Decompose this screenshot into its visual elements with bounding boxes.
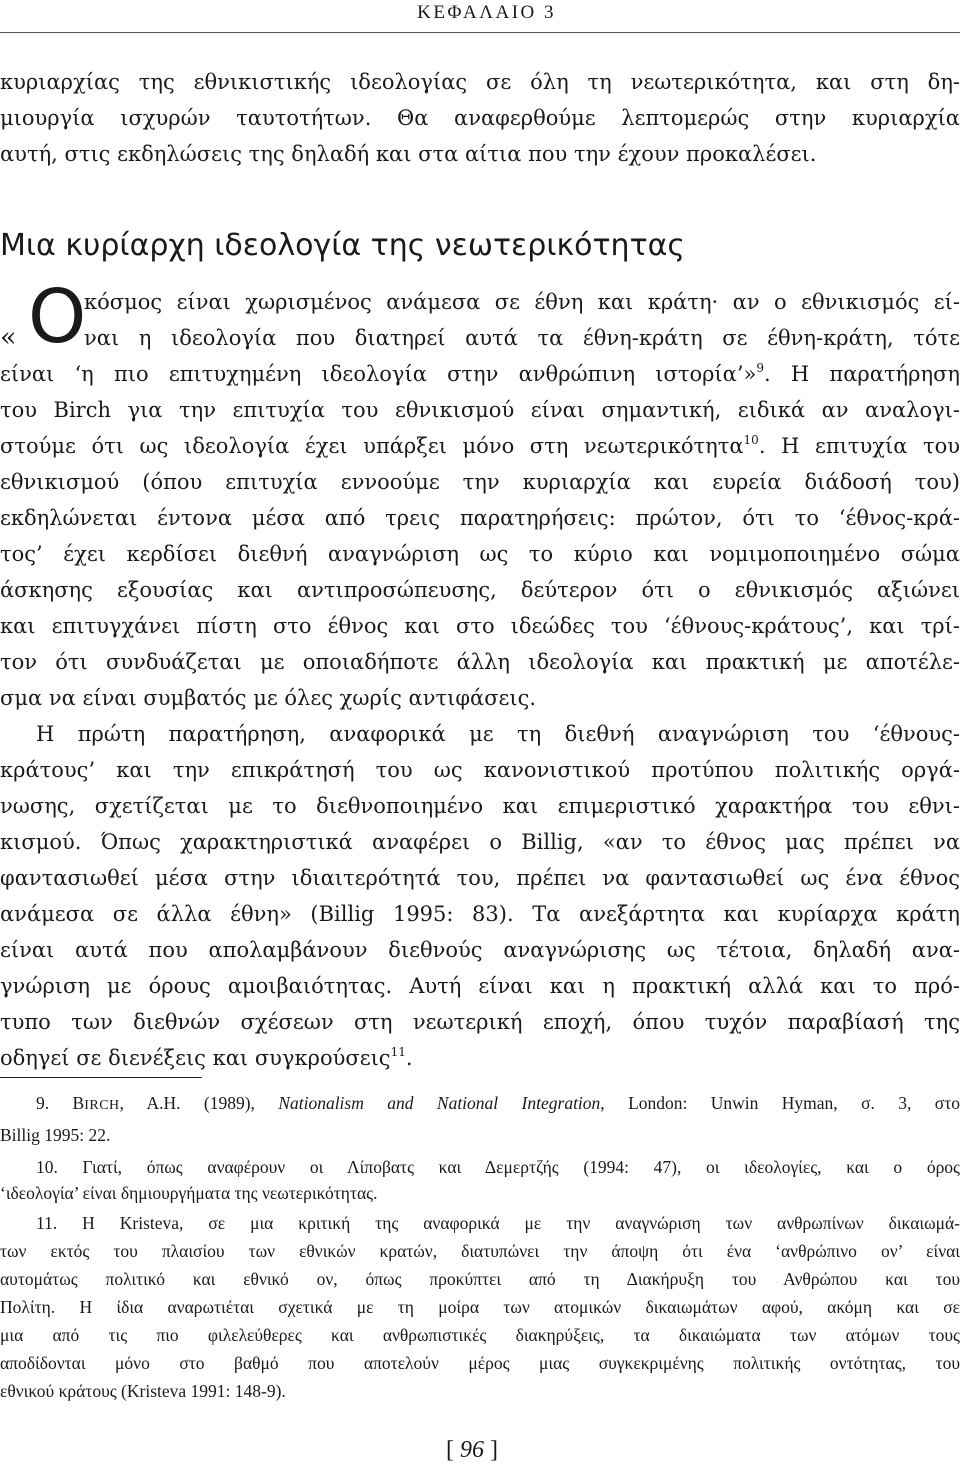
footnote-line: εθνικού κράτους (Kristeva 1991: 148-9).	[0, 1381, 286, 1401]
body-line: εκδηλώνεται έντονα μέσα από τρεις παρατηρήσεις: πρώτον, ότι το ‘έθνος-κρά-	[0, 506, 960, 530]
footnote-ref-10[interactable]: 10	[743, 433, 759, 447]
footnote-line: αυτομάτως πολιτικό και εθνικό ον, όπως προκύπτει από τη Διακήρυξη του Ανθρώπου και του	[0, 1269, 960, 1289]
body-line: οδηγεί σε διενέξεις και συγκρούσεις$^{11}$.	[0, 1045, 413, 1070]
opening-quote-mark: «	[0, 322, 17, 353]
footnote-10: 10. Γιατί, όπως αναφέρουν οι Λίποβατς και Δεμερτζής (1994: 47), οι ιδεολογίες, και ο όρος	[36, 1157, 960, 1177]
body-line: του Birch για την επιτυχία του εθνικισμού είναι σημαντική, ειδικά αν αναλογι-	[0, 398, 960, 422]
book-title: Nationalism and National Integration	[278, 1093, 601, 1113]
body-line: γνώριση με όρους αμοιβαιότητας. Αυτή είναι και η πρακτική αλλά και το πρό-	[0, 974, 960, 998]
footnote-rule	[0, 1077, 202, 1078]
footnote-9: 9. BIRCH, A.H. (1989), Nationalism and National Integration, London: Unwin Hyman, σ. 3, στο	[36, 1093, 960, 1113]
body-line: τυπο των διεθνών σχέσεων στη νεωτερική εποχή, όπου τυχόν παραβίασή της	[0, 1010, 960, 1034]
body-line: στούμε ότι ως ιδεολογία έχει υπάρξει μόνο στη νεωτερικότητα$^{10}$. Η επιτυχία του	[0, 433, 960, 458]
page-number: [ 96 ]	[446, 1437, 498, 1463]
footnote-ref-9[interactable]: 9	[756, 361, 765, 375]
body-line: κυριαρχίας της εθνικιστικής ιδεολογίας σε όλη τη νεωτερικότητα, και στη δη-	[0, 70, 960, 94]
section-heading: Μια κυρίαρχη ιδεολογία της νεωτερικότητας	[0, 228, 686, 263]
body-line: τον ότι συνδυάζεται με οποιαδήποτε άλλη ιδεολογία και πρακτική με αποτέλε-	[0, 650, 960, 674]
body-line: κισμού. Όπως χαρακτηριστικά αναφέρει ο Billig, «αν το έθνος μας πρέπει να	[0, 830, 960, 854]
footnote-11: 11. Η Kristeva, σε μια κριτική της αναφορικά με την αναγνώριση των ανθρωπίνων δικαιωμά-	[36, 1213, 960, 1233]
body-line: άσκησης εξουσίας και αντιπροσώπευσης, δεύτερον ότι ο εθνικισμός αξιώνει	[0, 578, 960, 602]
body-line: Η πρώτη παρατήρηση, αναφορικά με τη διεθνή αναγνώριση του ‘έθνους-	[36, 722, 960, 746]
footnote-line: Billig 1995: 22.	[0, 1125, 111, 1145]
body-line: ανάμεσα σε άλλα έθνη» (Billig 1995: 83). Τα ανεξάρτητα και κυρίαρχα κράτη	[0, 902, 960, 926]
footnote-ref-11[interactable]: 11	[390, 1045, 406, 1059]
body-line: ναι η ιδεολογία που διατηρεί αυτά τα έθνη-κράτη σε έθνη-κράτη, τότε	[84, 326, 960, 350]
running-head: ΚΕΦΑΛΑΙΟ 3	[417, 2, 556, 23]
body-line: σμα να είναι συμβατός με όλες χωρίς αντιφάσεις.	[0, 686, 537, 710]
footnote-line: αποδίδονται μόνο στο βαθμό που αποτελούν μέρος μιας συγκεκριμένης πολιτικής οντότητας, του	[0, 1353, 960, 1373]
body-line: τος’ έχει κερδίσει διεθνή αναγνώριση ως το κύριο και νομιμοποιημένο σώμα	[0, 542, 960, 566]
body-line: μιουργία ισχυρών ταυτοτήτων. Θα αναφερθούμε λεπτομερώς στην κυριαρχία	[0, 106, 960, 130]
body-line: κόσμος είναι χωρισμένος ανάμεσα σε έθνη και κράτη· αν ο εθνικισμός εί-	[84, 290, 960, 314]
body-line: νωσης, σχετίζεται με το διεθνοποιημένο και επιμεριστικό χαρακτήρα του εθνι-	[0, 794, 960, 818]
body-line: είναι αυτά που απολαμβάνουν διεθνούς αναγνώρισης ως τέτοια, δηλαδή ανα-	[0, 938, 960, 962]
drop-cap: Ο	[28, 274, 87, 360]
header-rule	[0, 32, 960, 33]
body-line: εθνικισμού (όπου επιτυχία εννοούμε την κυριαρχία και ευρεία διάδοσή του)	[0, 470, 960, 494]
body-line: και επιτυγχάνει πίστη στο έθνος και στο ιδεώδες του ‘έθνους-κράτους’, και τρί-	[0, 614, 960, 638]
footnote-line: ‘ιδεολογία’ είναι δημιουργήματα της νεωτερικότητας.	[0, 1183, 378, 1203]
footnote-line: μια από τις πιο φιλελεύθερες και ανθρωπιστικές διακηρύξεις, τα δικαιώματα των ατόμων τους	[0, 1325, 960, 1345]
body-line: είναι ‘η πιο επιτυχημένη ιδεολογία στην ανθρώπινη ιστορία’»$^9$. Η παρατήρηση	[0, 361, 960, 386]
body-line: αυτή, στις εκδηλώσεις της δηλαδή και στα αίτια που την έχουν προκαλέσει.	[0, 142, 817, 166]
body-line: κράτους’ και την επικράτησή του ως κανονιστικού προτύπου πολιτικής οργά-	[0, 758, 960, 782]
body-line: φαντασιωθεί μέσα στην ιδιαιτερότητά του, πρέπει να φαντασιωθεί ως ένα έθνος	[0, 866, 960, 890]
footnote-line: Πολίτη. Η ίδια αναρωτιέται σχετικά με τη μοίρα των ατομικών δικαιωμάτων αφού, ακόμη και σε	[0, 1297, 960, 1317]
footnote-line: των εκτός του πλαισίου των εθνικών κρατών, διατυπώνει την άποψη ότι ένα ‘ανθρώπινο ον’ είναι	[0, 1241, 960, 1261]
